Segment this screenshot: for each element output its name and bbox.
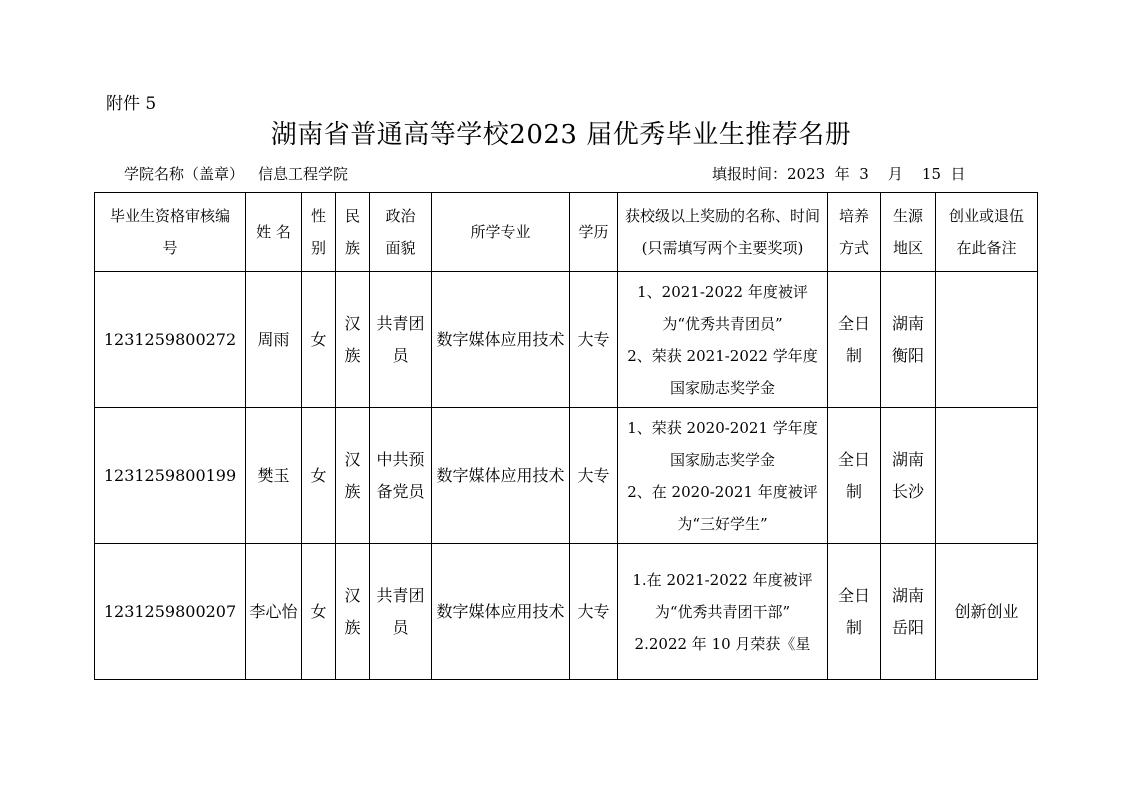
table-row: [95, 408, 1038, 544]
cell-education: 大专: [570, 408, 618, 544]
cell-political: 共青团员: [370, 544, 432, 680]
cell-origin: 湖南长沙: [881, 408, 936, 544]
cell-ethnicity: 汉族: [336, 408, 370, 544]
table-row: [95, 544, 1038, 680]
cell-gender: 女: [302, 408, 336, 544]
header-origin: 生源地区: [881, 193, 936, 272]
cell-name: 樊玉: [246, 408, 302, 544]
cell-note: [936, 408, 1038, 544]
school-label: 学院名称（盖章）: [124, 165, 245, 183]
header-major: 所学专业: [432, 193, 570, 272]
cell-training: 全日制: [828, 544, 881, 680]
cell-major: 数字媒体应用技术: [432, 272, 570, 408]
fill-date: 填报时间：2023 年 3 月 15 日: [712, 165, 966, 183]
award-item: 1.在 2021-2022 年度被评为“优秀共青团干部”: [632, 570, 813, 621]
header-ethnicity: 民族: [336, 193, 370, 272]
cell-note: [936, 272, 1038, 408]
header-name: 姓 名: [246, 193, 302, 272]
cell-awards: [618, 272, 828, 408]
cell-origin: 湖南衡阳: [881, 272, 936, 408]
header-awards: 获校级以上奖励的名称、时间(只需填写两个主要奖项): [618, 193, 828, 272]
table-row: [95, 272, 1038, 408]
header-education: 学历: [570, 193, 618, 272]
cell-training: 全日制: [828, 408, 881, 544]
header-id: 毕业生资格审核编号: [95, 193, 246, 272]
cell-awards: [618, 544, 828, 680]
header-gender: 性别: [302, 193, 336, 272]
cell-gender: 女: [302, 272, 336, 408]
graduate-table: [94, 192, 1038, 680]
school-info: [124, 163, 348, 184]
attachment-label: 附件 5: [106, 94, 157, 114]
cell-major: 数字媒体应用技术: [432, 544, 570, 680]
cell-major: 数字媒体应用技术: [432, 408, 570, 544]
cell-id: 1231259800272: [95, 272, 246, 408]
award-item: 1、荣获 2020-2021 学年度国家励志奖学金: [627, 418, 818, 469]
school-name: 信息工程学院: [258, 165, 349, 183]
cell-training: 全日制: [828, 272, 881, 408]
page-title: 湖南省普通高等学校2023 届优秀毕业生推荐名册: [270, 120, 852, 150]
award-item: 2.2022 年 10 月荣获《星: [634, 634, 811, 653]
header-row: [95, 193, 1038, 272]
cell-gender: 女: [302, 544, 336, 680]
cell-ethnicity: 汉族: [336, 272, 370, 408]
cell-ethnicity: 汉族: [336, 544, 370, 680]
cell-note: 创新创业: [936, 544, 1038, 680]
award-item: 2、在 2020-2021 年度被评为“三好学生”: [627, 482, 818, 533]
cell-awards: [618, 408, 828, 544]
cell-political: 共青团员: [370, 272, 432, 408]
award-item: 2、荣获 2021-2022 学年度国家励志奖学金: [627, 346, 818, 397]
cell-name: 李心怡: [246, 544, 302, 680]
header-note: 创业或退伍在此备注: [936, 193, 1038, 272]
header-training: 培养方式: [828, 193, 881, 272]
cell-education: 大专: [570, 272, 618, 408]
cell-origin: 湖南岳阳: [881, 544, 936, 680]
cell-political: 中共预备党员: [370, 408, 432, 544]
cell-id: 1231259800199: [95, 408, 246, 544]
header-political: 政治面貌: [370, 193, 432, 272]
cell-education: 大专: [570, 544, 618, 680]
cell-id: 1231259800207: [95, 544, 246, 680]
award-item: 1、2021-2022 年度被评为“优秀共青团员”: [637, 282, 808, 333]
cell-name: 周雨: [246, 272, 302, 408]
